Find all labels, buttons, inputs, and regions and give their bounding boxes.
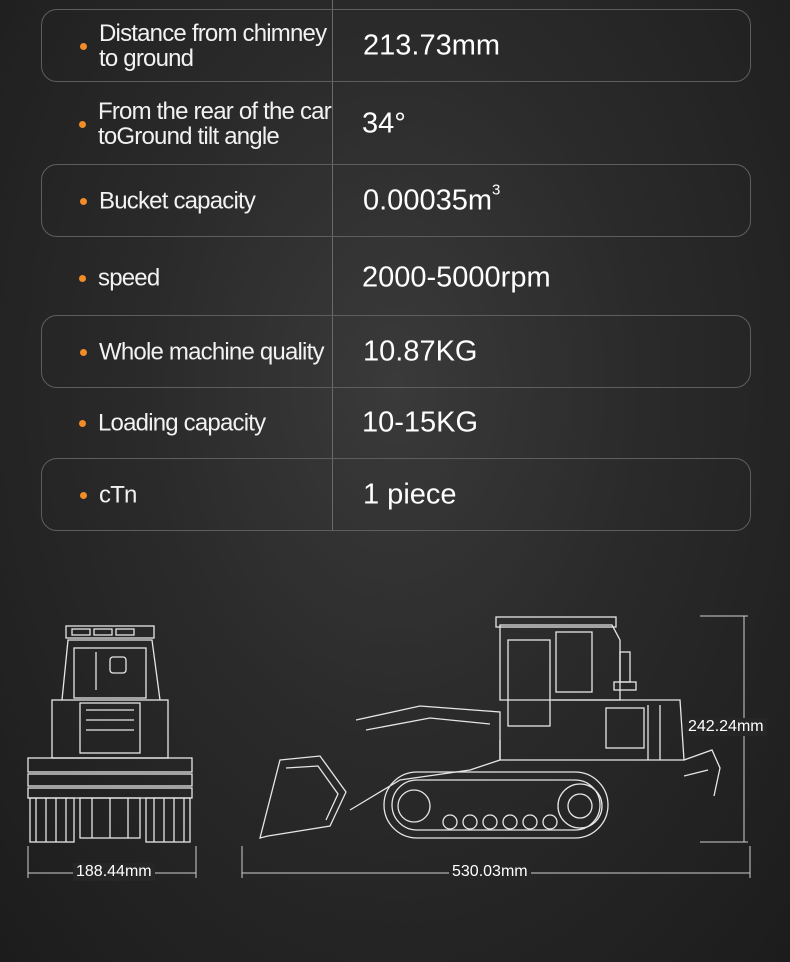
bullet-icon [80,349,87,356]
machine-dimension-drawing [0,600,790,900]
spec-label: Whole machine quality [99,338,324,365]
spec-label: Loading capacity [98,409,266,436]
spec-value: 10.87KG [363,335,478,367]
spec-label: speed [98,264,160,291]
spec-row-speed [41,241,751,314]
spec-row-bucket-capacity [41,164,751,237]
spec-row-machine-weight [41,315,751,388]
front-width-dimension: 188.44mm [73,863,155,881]
bullet-icon [79,275,86,282]
spec-value-base: 0.00035m [363,184,492,216]
spec-row-loading-capacity [41,386,751,459]
spec-row-tilt-angle [41,87,751,160]
side-height-dimension: 242.24mm [685,718,767,736]
spec-value: 34° [362,107,406,139]
spec-value: 1 piece [363,478,457,510]
bullet-icon [80,492,87,499]
dimension-lines [28,616,750,878]
spec-value: 213.73mm [363,29,501,61]
bullet-icon [80,43,87,50]
spec-label: Distance from chimney to ground [99,19,327,72]
side-length-dimension: 530.03mm [449,863,531,881]
front-view-illustration [28,626,192,842]
spec-value-exponent: 3 [492,181,501,199]
spec-value [363,181,501,217]
spec-row-chimney-distance [41,9,751,82]
spec-label: From the rear of the car toGround tilt angle [98,97,331,150]
spec-value: 2000-5000rpm [362,261,551,293]
spec-label: Bucket capacity [99,187,256,214]
spec-value: 10-15KG [362,406,479,438]
side-view-illustration [260,617,720,838]
bullet-icon [79,121,86,128]
bullet-icon [79,420,86,427]
spec-row-quantity [41,458,751,531]
spec-label: cTn [99,481,137,508]
bullet-icon [80,198,87,205]
